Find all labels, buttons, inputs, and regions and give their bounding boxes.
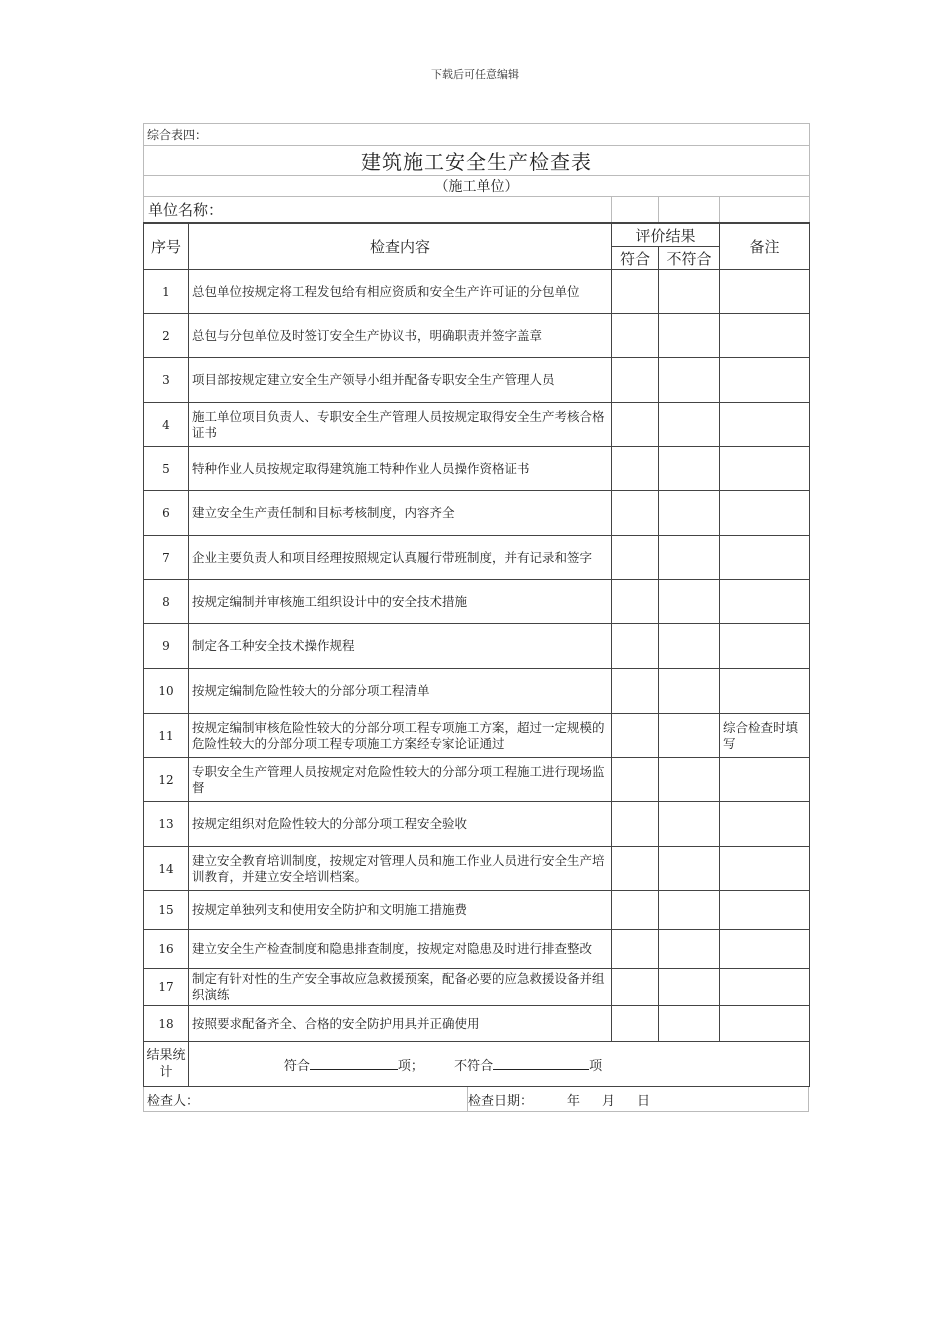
row-pass-cell[interactable] [612, 847, 659, 891]
row-remark[interactable] [720, 270, 810, 314]
row-remark[interactable]: 综合检查时填写 [720, 714, 810, 758]
row-remark[interactable] [720, 314, 810, 358]
row-pass-cell[interactable] [612, 714, 659, 758]
row-fail-cell[interactable] [659, 758, 720, 802]
checklist-table [143, 223, 810, 1087]
table-row [144, 802, 810, 847]
row-content: 建立安全生产检查制度和隐患排查制度，按规定对隐患及时进行排查整改 [189, 930, 612, 969]
row-number: 14 [144, 847, 189, 891]
table-row [144, 758, 810, 802]
inspection-sheet [143, 123, 809, 1112]
row-fail-cell[interactable] [659, 891, 720, 930]
form-subtitle: （施工单位） [144, 176, 810, 197]
table-row [144, 891, 810, 930]
row-number: 16 [144, 930, 189, 969]
table-row [144, 536, 810, 580]
summary-label: 结果统计 [144, 1042, 189, 1087]
date-day: 日 [637, 1093, 651, 1109]
row-pass-cell[interactable] [612, 802, 659, 847]
row-number: 2 [144, 314, 189, 358]
table-row [144, 930, 810, 969]
row-remark[interactable] [720, 1006, 810, 1042]
table-row [144, 447, 810, 491]
summary-item-unit-end: 项 [589, 1058, 603, 1074]
row-number: 3 [144, 358, 189, 403]
row-fail-cell[interactable] [659, 930, 720, 969]
row-pass-cell[interactable] [612, 969, 659, 1006]
row-pass-cell[interactable] [612, 358, 659, 403]
row-content: 按规定编制审核危险性较大的分部分项工程专项施工方案，超过一定规模的危险性较大的分部分项工程专项施工方案经专家论证通过 [189, 714, 612, 758]
header-remark: 备注 [720, 224, 810, 270]
row-number: 1 [144, 270, 189, 314]
row-number: 4 [144, 403, 189, 447]
row-fail-cell[interactable] [659, 447, 720, 491]
row-remark[interactable] [720, 891, 810, 930]
summary-item-unit: 项； [397, 1058, 424, 1074]
row-content: 项目部按规定建立安全生产领导小组并配备专职安全生产管理人员 [189, 358, 612, 403]
row-remark[interactable] [720, 969, 810, 1006]
row-pass-cell[interactable] [612, 930, 659, 969]
row-pass-cell[interactable] [612, 580, 659, 624]
date-month: 月 [602, 1093, 616, 1109]
table-row [144, 403, 810, 447]
unit-name-blank-3 [720, 197, 810, 223]
row-fail-cell[interactable] [659, 491, 720, 536]
row-fail-cell[interactable] [659, 536, 720, 580]
row-remark[interactable] [720, 669, 810, 714]
row-fail-cell[interactable] [659, 714, 720, 758]
row-remark[interactable] [720, 536, 810, 580]
row-fail-cell[interactable] [659, 270, 720, 314]
row-fail-cell[interactable] [659, 669, 720, 714]
row-fail-cell[interactable] [659, 314, 720, 358]
row-content: 按照要求配备齐全、合格的安全防护用具并正确使用 [189, 1006, 612, 1042]
row-number: 15 [144, 891, 189, 930]
inspector-label: 检查人： [147, 1093, 200, 1109]
row-content: 制定有针对性的生产安全事故应急救援预案，配备必要的应急救援设备并组织演练 [189, 969, 612, 1006]
row-fail-cell[interactable] [659, 1006, 720, 1042]
row-content: 专职安全生产管理人员按规定对危险性较大的分部分项工程施工进行现场监督 [189, 758, 612, 802]
unit-name-label: 单位名称： [144, 197, 612, 223]
row-content: 特种作业人员按规定取得建筑施工特种作业人员操作资格证书 [189, 447, 612, 491]
row-pass-cell[interactable] [612, 624, 659, 669]
table-row [144, 580, 810, 624]
row-content: 按规定单独列支和使用安全防护和文明施工措施费 [189, 891, 612, 930]
row-number: 7 [144, 536, 189, 580]
header-seq: 序号 [144, 224, 189, 270]
row-pass-cell[interactable] [612, 447, 659, 491]
footer-date [468, 1087, 809, 1112]
row-number: 18 [144, 1006, 189, 1042]
row-number: 12 [144, 758, 189, 802]
table-row [144, 270, 810, 314]
row-pass-cell[interactable] [612, 314, 659, 358]
row-number: 13 [144, 802, 189, 847]
date-label: 检查日期： [468, 1093, 534, 1109]
row-fail-cell[interactable] [659, 580, 720, 624]
header-content: 检查内容 [189, 224, 612, 270]
row-remark[interactable] [720, 930, 810, 969]
row-content: 企业主要负责人和项目经理按照规定认真履行带班制度，并有记录和签字 [189, 536, 612, 580]
row-content: 建立安全生产责任制和目标考核制度，内容齐全 [189, 491, 612, 536]
unit-name-blank-2 [659, 197, 720, 223]
row-pass-cell[interactable] [612, 536, 659, 580]
row-pass-cell[interactable] [612, 270, 659, 314]
row-fail-cell[interactable] [659, 847, 720, 891]
row-number: 5 [144, 447, 189, 491]
row-pass-cell[interactable] [612, 403, 659, 447]
row-fail-cell[interactable] [659, 624, 720, 669]
summary-statistics [189, 1042, 810, 1087]
table-row [144, 669, 810, 714]
summary-pass-blank[interactable] [310, 1057, 398, 1070]
header-pass: 符合 [612, 247, 659, 270]
row-number: 11 [144, 714, 189, 758]
row-fail-cell[interactable] [659, 802, 720, 847]
row-pass-cell[interactable] [612, 758, 659, 802]
row-content: 总包单位按规定将工程发包给有相应资质和安全生产许可证的分包单位 [189, 270, 612, 314]
row-remark[interactable] [720, 580, 810, 624]
row-remark[interactable] [720, 802, 810, 847]
row-number: 8 [144, 580, 189, 624]
row-content: 制定各工种安全技术操作规程 [189, 624, 612, 669]
row-remark[interactable] [720, 447, 810, 491]
row-pass-cell[interactable] [612, 669, 659, 714]
footer-table [143, 1087, 809, 1112]
row-remark[interactable] [720, 491, 810, 536]
row-pass-cell[interactable] [612, 891, 659, 930]
table-row [144, 969, 810, 1006]
date-year: 年 [567, 1093, 581, 1109]
row-content: 建立安全教育培训制度，按规定对管理人员和施工作业人员进行安全生产培训教育，并建立安全培训档案。 [189, 847, 612, 891]
form-title: 建筑施工安全生产检查表 [144, 146, 810, 176]
table-row [144, 314, 810, 358]
page-header-note: 下载后可任意编辑 [431, 68, 519, 81]
unit-name-blank [612, 197, 659, 223]
row-number: 10 [144, 669, 189, 714]
row-content: 按规定组织对危险性较大的分部分项工程安全验收 [189, 802, 612, 847]
table-row [144, 847, 810, 891]
row-remark[interactable] [720, 358, 810, 403]
row-fail-cell[interactable] [659, 403, 720, 447]
row-number: 17 [144, 969, 189, 1006]
row-fail-cell[interactable] [659, 969, 720, 1006]
row-remark[interactable] [720, 758, 810, 802]
row-number: 6 [144, 491, 189, 536]
row-number: 9 [144, 624, 189, 669]
summary-pass-label: 符合 [283, 1058, 310, 1074]
row-content: 施工单位项目负责人、专职安全生产管理人员按规定取得安全生产考核合格证书 [189, 403, 612, 447]
footer-inspector [144, 1087, 468, 1112]
summary-fail-blank[interactable] [493, 1057, 589, 1070]
table-row [144, 491, 810, 536]
table-row [144, 1006, 810, 1042]
table-row [144, 624, 810, 669]
header-eval: 评价结果 [612, 224, 720, 247]
form-code: 综合表四： [144, 124, 810, 146]
row-content: 按规定编制并审核施工组织设计中的安全技术措施 [189, 580, 612, 624]
sheet-header-table [143, 123, 810, 223]
table-row [144, 358, 810, 403]
summary-fail-label: 不符合 [454, 1058, 494, 1074]
row-remark[interactable] [720, 624, 810, 669]
row-fail-cell[interactable] [659, 358, 720, 403]
table-row [144, 714, 810, 758]
row-pass-cell[interactable] [612, 491, 659, 536]
header-fail: 不符合 [659, 247, 720, 270]
row-remark[interactable] [720, 847, 810, 891]
row-remark[interactable] [720, 403, 810, 447]
row-content: 按规定编制危险性较大的分部分项工程清单 [189, 669, 612, 714]
row-content: 总包与分包单位及时签订安全生产协议书，明确职责并签字盖章 [189, 314, 612, 358]
row-pass-cell[interactable] [612, 1006, 659, 1042]
